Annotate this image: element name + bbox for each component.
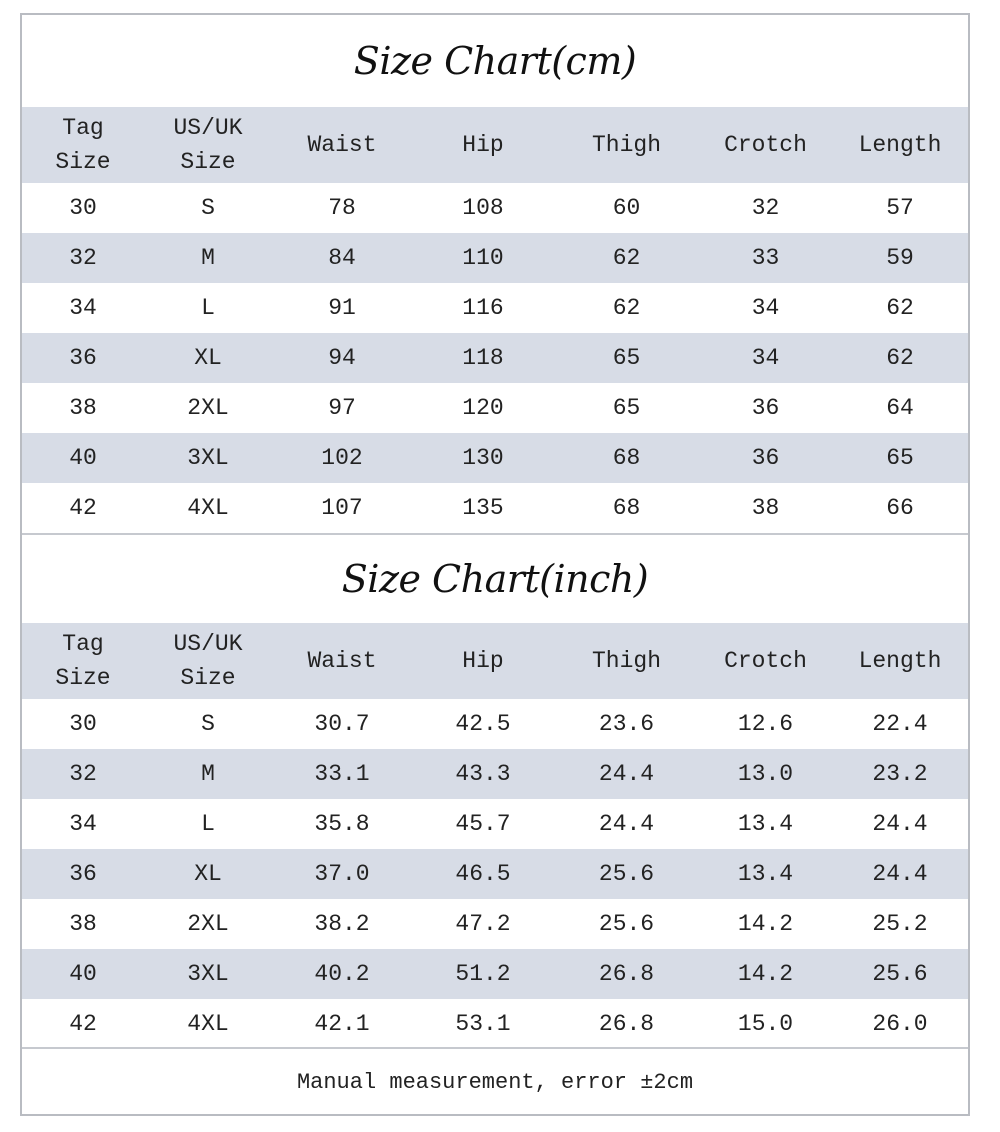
cm-section [22, 15, 968, 533]
table-cell: 64 [886, 395, 914, 421]
table-cell: 24.4 [598, 761, 655, 787]
table-cell: 42.1 [314, 1011, 370, 1037]
table-cell: 65 [612, 345, 641, 371]
table-cell: 13.4 [737, 811, 794, 837]
table-cell: 35.8 [314, 811, 370, 837]
table-row [22, 749, 968, 799]
table-cell: 36 [751, 445, 780, 471]
table-row [22, 433, 968, 483]
table-cell: 97 [328, 395, 356, 421]
table-cell: 40.2 [314, 961, 370, 987]
cm-header-hip: Hip [462, 132, 504, 158]
table-cell: S [201, 711, 215, 737]
table-cell: 13.4 [737, 861, 794, 887]
table-cell: 135 [462, 495, 504, 521]
table-cell: 30.7 [314, 711, 370, 737]
cm-chart-title: Size Chart(cm) [353, 39, 637, 83]
table-cell: S [201, 195, 215, 221]
table-cell: 12.6 [737, 711, 794, 737]
table-cell: 26.8 [598, 1011, 655, 1037]
table-row [22, 483, 968, 533]
cm-header-crotch: Crotch [724, 132, 807, 158]
table-cell: 3XL [187, 445, 229, 471]
table-cell: 33.1 [314, 761, 370, 787]
table-cell: 24.4 [872, 861, 928, 887]
table-cell: 62 [886, 295, 914, 321]
table-cell: 24.4 [598, 811, 655, 837]
table-cell: 40 [69, 445, 97, 471]
table-cell: M [201, 761, 215, 787]
table-cell: 59 [886, 245, 914, 271]
inch-header-waist: Waist [307, 648, 377, 674]
table-row [22, 233, 968, 283]
table-cell: 120 [462, 395, 504, 421]
table-cell: 68 [612, 445, 641, 471]
table-cell: 32 [69, 761, 97, 787]
table-cell: 22.4 [872, 711, 928, 737]
table-cell: 108 [462, 195, 504, 221]
table-row [22, 699, 968, 749]
inch-header-us-uk-size: US/UK Size [173, 631, 243, 691]
table-cell: 38.2 [314, 911, 370, 937]
table-cell: 36 [69, 861, 97, 887]
table-cell: 65 [886, 445, 914, 471]
table-cell: 66 [886, 495, 914, 521]
table-row [22, 183, 968, 233]
table-cell: 30 [69, 711, 97, 737]
cm-header-tag-size: Tag Size [55, 115, 111, 175]
table-cell: 14.2 [737, 961, 794, 987]
inch-header-crotch: Crotch [724, 648, 807, 674]
table-cell: 15.0 [737, 1011, 794, 1037]
cm-header-length: Length [858, 132, 942, 158]
table-cell: 38 [751, 495, 780, 521]
table-cell: 57 [886, 195, 914, 221]
inch-section [22, 533, 968, 1049]
table-cell: 42 [69, 495, 97, 521]
cm-header-waist: Waist [307, 132, 377, 158]
table-cell: 42.5 [455, 711, 511, 737]
table-row [22, 383, 968, 433]
table-cell: 2XL [187, 395, 229, 421]
table-cell: 94 [328, 345, 356, 371]
table-cell: 62 [612, 295, 641, 321]
table-cell: 38 [69, 395, 97, 421]
table-cell: 62 [612, 245, 641, 271]
table-cell: 38 [69, 911, 97, 937]
table-cell: L [201, 295, 215, 321]
table-row [22, 333, 968, 383]
table-cell: 25.6 [598, 911, 655, 937]
table-cell: 78 [328, 195, 356, 221]
inch-size-table [22, 623, 968, 1049]
inch-chart-title: Size Chart(inch) [341, 557, 649, 601]
table-row [22, 999, 968, 1049]
table-cell: 36 [751, 395, 780, 421]
table-cell: 40 [69, 961, 97, 987]
table-cell: 47.2 [455, 911, 511, 937]
table-cell: 45.7 [455, 811, 511, 837]
table-cell: 24.4 [872, 811, 928, 837]
table-cell: 34 [69, 811, 97, 837]
table-cell: 107 [321, 495, 363, 521]
table-cell: 130 [462, 445, 504, 471]
table-cell: 26.8 [598, 961, 655, 987]
table-cell: 37.0 [314, 861, 370, 887]
measurement-note: Manual measurement, error ±2cm [22, 1047, 968, 1117]
table-cell: XL [194, 861, 222, 887]
table-cell: 116 [462, 295, 504, 321]
table-cell: 62 [886, 345, 914, 371]
table-cell: 13.0 [737, 761, 794, 787]
table-cell: 65 [612, 395, 641, 421]
table-row [22, 949, 968, 999]
inch-header-hip: Hip [462, 648, 504, 674]
table-cell: 42 [69, 1011, 97, 1037]
table-cell: 102 [321, 445, 363, 471]
table-cell: 110 [462, 245, 504, 271]
table-cell: 36 [69, 345, 97, 371]
table-cell: 53.1 [455, 1011, 511, 1037]
table-cell: M [201, 245, 215, 271]
cm-size-table [22, 107, 968, 533]
table-cell: 26.0 [872, 1011, 928, 1037]
table-cell: 25.6 [872, 961, 928, 987]
table-cell: 23.6 [598, 711, 655, 737]
table-cell: 34 [751, 295, 780, 321]
table-cell: 30 [69, 195, 97, 221]
cm-header-thigh: Thigh [591, 132, 661, 158]
inch-header-thigh: Thigh [591, 648, 661, 674]
inch-header-length: Length [858, 648, 942, 674]
table-cell: 60 [612, 195, 641, 221]
table-cell: 34 [69, 295, 97, 321]
table-row [22, 849, 968, 899]
table-cell: 51.2 [455, 961, 511, 987]
inch-header-row [22, 623, 968, 699]
table-row [22, 899, 968, 949]
table-cell: L [201, 811, 215, 837]
table-cell: 84 [328, 245, 356, 271]
inch-header-tag-size: Tag Size [55, 631, 111, 691]
cm-header-us-uk-size: US/UK Size [173, 115, 243, 175]
table-row [22, 283, 968, 333]
table-cell: 23.2 [872, 761, 928, 787]
table-cell: 46.5 [455, 861, 511, 887]
table-cell: 25.2 [872, 911, 928, 937]
table-cell: 2XL [187, 911, 229, 937]
cm-header-row [22, 107, 968, 183]
table-cell: 4XL [187, 1011, 229, 1037]
size-chart-frame [20, 13, 970, 1116]
table-cell: 118 [462, 345, 504, 371]
table-cell: 43.3 [455, 761, 511, 787]
table-cell: 32 [751, 195, 780, 221]
table-row [22, 799, 968, 849]
table-cell: 32 [69, 245, 97, 271]
table-cell: 3XL [187, 961, 229, 987]
table-cell: XL [194, 345, 222, 371]
table-cell: 25.6 [598, 861, 655, 887]
table-cell: 91 [328, 295, 356, 321]
table-cell: 68 [612, 495, 641, 521]
table-cell: 34 [751, 345, 780, 371]
table-cell: 4XL [187, 495, 229, 521]
table-cell: 33 [751, 245, 780, 271]
table-cell: 14.2 [737, 911, 794, 937]
